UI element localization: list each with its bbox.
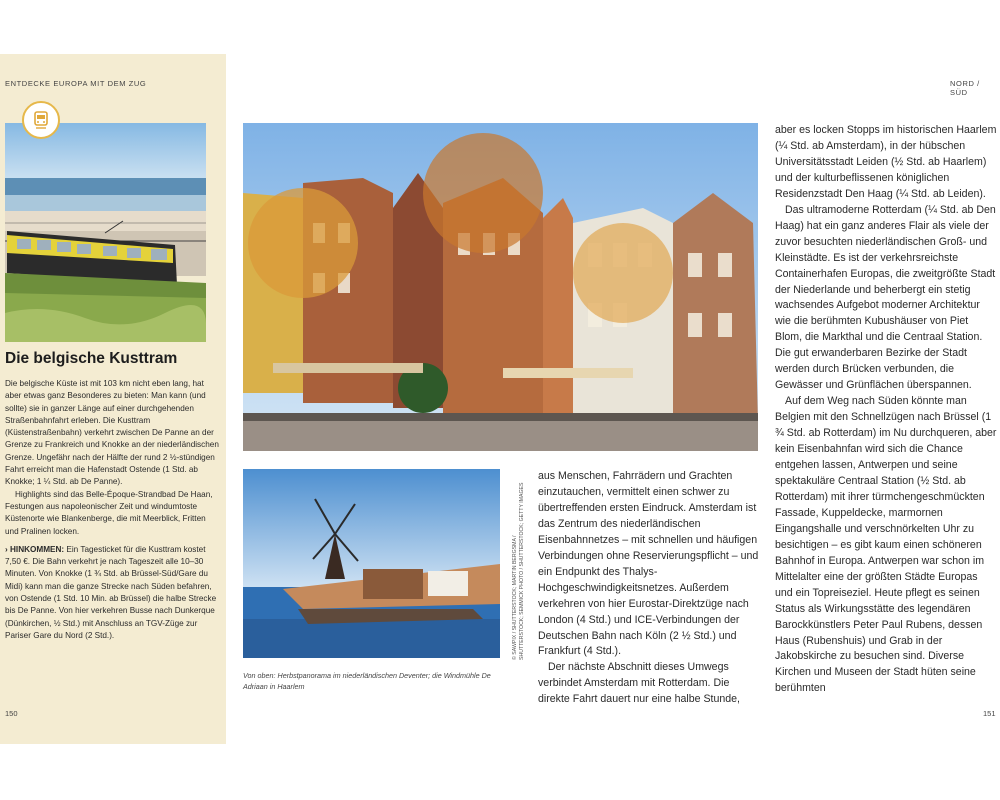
train-icon [24, 103, 58, 137]
kusttram-photo [5, 123, 206, 342]
windmill-photo [243, 469, 500, 658]
running-head-right: NORD / SÜD [950, 79, 980, 97]
photo-caption: Von oben: Herbstpanorama im niederländischen Deventer; die Windmühle De Adriaan in Haarlem [243, 671, 491, 691]
sidebar-paragraph-1: Die belgische Küste ist mit 103 km nicht eben lang, hat aber etwas ganz Besonderes zu bieten: Man kann (und sollte) sie in ganzer Länge auf einer durchgehenden Straßenbahnfahrt erleben. Die Kusttram (Küstenstraßenbahn) verkehrt zwischen De Panne an der Grenze zu Frankreich und Knokke an der niederländischen Grenze. Ungefähr nach der Hälfte der rund 2 ½-stündigen Fahrt erreicht man die Hafenstadt Ostende (1 Std. ab Knokke; 1 ¼ Std. ab De Panne). [5, 379, 219, 487]
sidebar-paragraph-3 [5, 544, 219, 642]
middle-paragraph-2: Der nächste Abschnitt dieses Umwegs verbindet Amsterdam mit Rotterdam. Die direkte Fahrt dauert nur eine halbe Stunde, [538, 661, 741, 706]
right-paragraph-3: Auf dem Weg nach Süden könnte man Belgien mit den Schnellzügen nach Brüssel (1 ¾ Std. ab Rotterdam) im Nu durchqueren, aber kein Eisenbahnfan wird sich die Chance entgehen lassen, Antwerpen und seine spektakuläre Centraal Station (½ Std. ab Rotterdam) mit ihrer türmchengeschmückten Fassade, Kuppeldecke, marmornen Eingangshalle und verschnörkelten Uhr zu besichtigen – es gibt kaum einen schöneren Bahnhof in Europa. Antwerpen war schon im Mittelalter eine der größten Städte Europas und ein Topreiseziel. Heute pflegt es seinen Status als Wirkungsstätte des legendären Barockkünstlers Peter Paul Rubens, dessen Haus (Rubenshuis) und Grab in der Jakobskirche zu besuchen sind. Diverse Kirchen und Museen der Stadt hüten seine berühmten [775, 395, 997, 695]
hinkommen-label: › HINKOMMEN: [5, 544, 65, 554]
text-column-right [775, 123, 997, 697]
sidebar-body [5, 378, 219, 642]
right-paragraph-2: Das ultramoderne Rotterdam (¼ Std. ab Den Haag) hat ein ganz anderes Flair als viele der zuvor besuchten niederländischen Groß- und Kleinstädte. Es ist der verkehrsreichste Containerhafen Europas, die zweitgrößte Stadt der Niederlande und beherbergt ein stetig wachsendes Aufgebot moderner Architektur wie die berühmten Kubushäuser von Piet Blom, die Markthal und die Centraal Station. Die gut erwanderbaren Bezirke der Stadt werden durch Brücken verbunden, die Gewässer und Grünflächen überspannen. [775, 203, 996, 392]
photo-credit-line-2: SHUTTERSTOCK; SEMMICK PHOTO / SHUTTERSTOCK; GETTY IMAGES [519, 482, 525, 660]
running-head-left: ENTDECKE EUROPA MIT DEM ZUG [5, 79, 147, 88]
badge [22, 101, 60, 139]
sidebar-title: Die belgische Kusttram [5, 350, 178, 367]
middle-paragraph-1: aus Menschen, Fahrrädern und Grachten einzutauchen, vermittelt einen schwer zu übertreffenden ersten Eindruck. Amsterdam ist das Zentrum des niederländischen Eisenbahnnetzes – mit schnellen und häufigen Verbindungen ohne Reservierungspflicht – und ein Endpunkt des Thalys-Hochgeschwindigkeitsnetzes. Außerdem verkehren von hier Eurostar-Direktzüge nach London (4 Std.) und ICE-Verbindungen der Deutschen Bahn nach Köln (2 ½ Std.) und Frankfurt (4 Std.). [538, 470, 759, 658]
page-number-left: 150 [5, 709, 18, 718]
deventer-panorama-photo [243, 123, 758, 451]
photo-credit [512, 460, 526, 660]
photo-credit-line-1: © SAWPIX / SHUTTERSTOCK; MARTIN BERGSMA / [512, 535, 518, 660]
right-paragraph-1: aber es locken Stopps im historischen Haarlem (¼ Std. ab Amsterdam), in der hübschen Universitätsstadt Leiden (½ Std. ab Haarlem) und der kulturbeflissenen königlichen Residenzstadt Den Haag (¼ Std. ab Leiden). [775, 124, 997, 200]
page-number-right: 151 [983, 709, 996, 718]
sidebar-paragraph-2: Highlights sind das Belle-Époque-Strandbad De Haan, Festungen aus napoleonischer Zeit und windumtoste Küstenorte wie Blankenberge, die mit Meerblick, Fritten und Pralinen locken. [5, 489, 213, 536]
hinkommen-text: Ein Tagesticket für die Kusttram kostet 7,50 €. Die Bahn verkehrt je nach Tageszeit alle 10–30 Minuten. Von Knokke (1 ¾ Std. ab Brüssel-Süd/Gare du Midi) kann man die ganze Strecke nach Süden befahren, von Ostende (1 Std. 10 Min. ab Brüssel) die halbe Strecke bis De Panne. Von hier verkehren Busse nach Dunkerque (Dünkirchen, ½ Std.) mit Anschluss an TGV-Züge zur Pariser Gare du Nord (2 Std.). [5, 544, 217, 640]
text-column-middle [538, 469, 760, 708]
